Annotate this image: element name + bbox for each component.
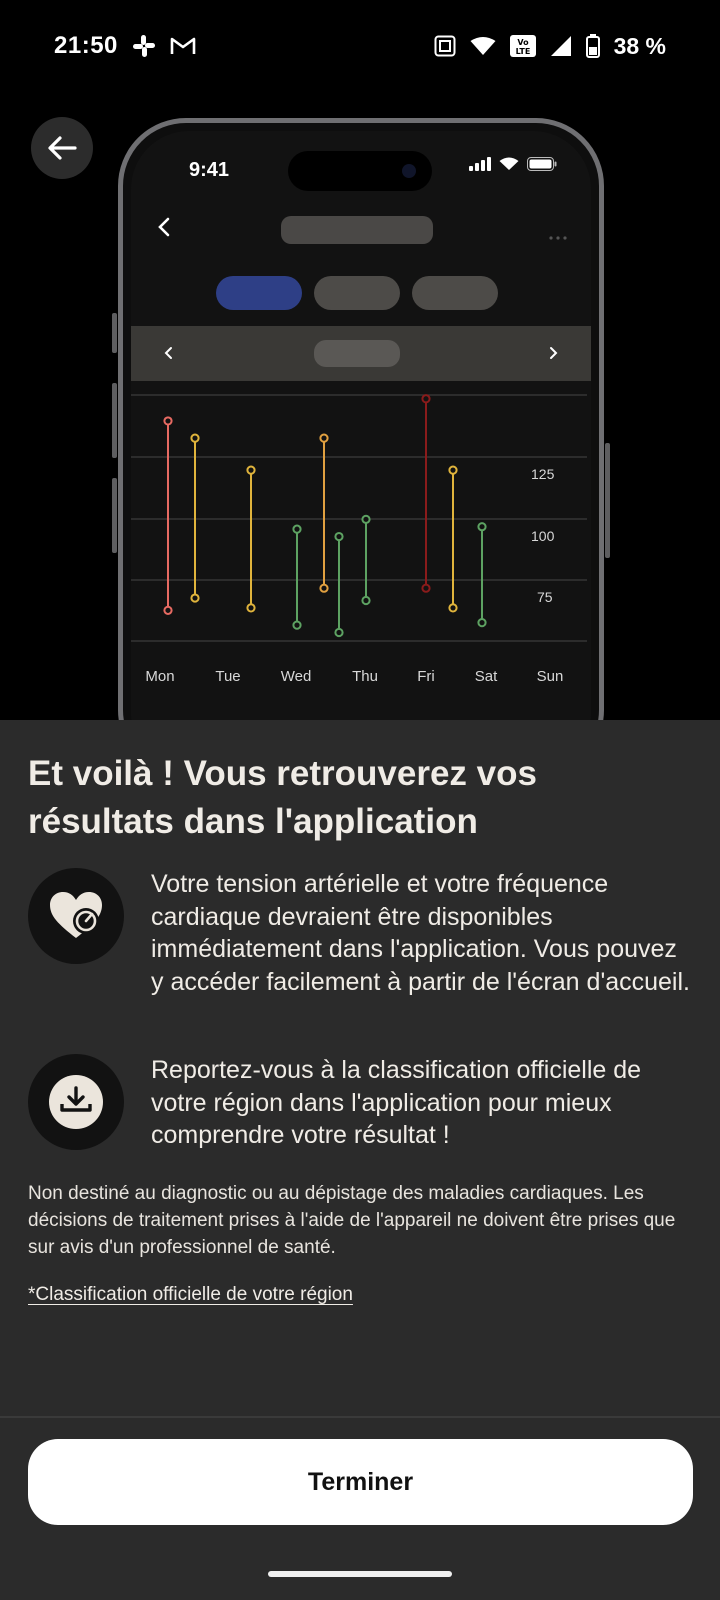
wifi-icon <box>470 36 496 56</box>
phone-side-button <box>112 478 117 553</box>
slack-icon <box>132 34 156 58</box>
day-label: Thu <box>352 668 378 685</box>
day-label: Sat <box>474 668 498 685</box>
phone-screen <box>131 131 591 720</box>
systolic-point <box>191 435 198 442</box>
feature-text: Votre tension artérielle et votre fréquence cardiaque devraient être disponibles immédiatement dans l'application. Vous pouvez y accéder facilement à partir de l'écran d'accueil. <box>151 870 690 996</box>
gmail-icon <box>170 36 196 56</box>
phone-side-button <box>605 443 610 558</box>
download-tray-icon <box>28 1054 124 1150</box>
y-tick-label: 75 <box>537 589 553 605</box>
svg-text:Vo: Vo <box>516 38 529 47</box>
arrow-left-icon <box>47 135 77 161</box>
systolic-point <box>335 533 342 540</box>
hero-illustration <box>0 92 720 720</box>
bp-range-bar <box>362 516 369 604</box>
home-indicator <box>268 1571 452 1577</box>
bp-range-bar <box>320 435 327 592</box>
diastolic-point <box>422 585 429 592</box>
systolic-point <box>320 435 327 442</box>
systolic-point <box>422 395 429 402</box>
bp-range-bar <box>293 526 300 629</box>
status-bar <box>0 0 720 92</box>
page-title: Et voilà ! Vous retrouverez vos résultats dans l'application <box>28 754 537 841</box>
signal-icon <box>550 35 572 57</box>
bp-range-bar <box>335 533 342 636</box>
diastolic-point <box>191 594 198 601</box>
back-button[interactable] <box>31 117 93 179</box>
day-label: Mon <box>145 668 175 685</box>
bp-range-bar <box>449 467 456 612</box>
bp-range-bar <box>247 467 254 612</box>
diastolic-point <box>164 607 171 614</box>
bp-range-bar <box>191 435 198 602</box>
status-time: 21:50 <box>54 32 118 59</box>
day-label: Sun <box>536 668 564 685</box>
diastolic-point <box>247 604 254 611</box>
diastolic-point <box>320 585 327 592</box>
day-label: Tue <box>215 668 241 685</box>
phone-side-button <box>112 383 117 458</box>
bp-range-bar <box>422 395 429 592</box>
volte-icon <box>510 35 536 57</box>
phone-mockup <box>118 118 604 720</box>
phone-side-button <box>112 313 117 353</box>
feature-text: Reportez-vous à la classification officielle de votre région dans l'application pour mieux comprendre votre résultat ! <box>151 1056 642 1149</box>
systolic-point <box>362 516 369 523</box>
diastolic-point <box>362 597 369 604</box>
medical-disclaimer: Non destiné au diagnostic ou au dépistage des maladies cardiaques. Les décisions de traitement prises à l'aide de l'appareil ne doivent être prises que sur avis d'un professionnel de santé. <box>28 1183 676 1258</box>
bp-range-bar <box>164 417 171 614</box>
diastolic-point <box>335 629 342 636</box>
systolic-point <box>478 523 485 530</box>
phone-time: 9:41 <box>189 159 230 181</box>
y-tick-label: 125 <box>531 466 555 482</box>
systolic-point <box>449 467 456 474</box>
battery-percentage: 38 % <box>613 32 666 59</box>
systolic-point <box>293 526 300 533</box>
day-label: Fri <box>417 668 435 685</box>
finish-button[interactable]: Terminer <box>28 1439 693 1525</box>
battery-icon <box>586 34 600 58</box>
svg-text:LTE: LTE <box>515 47 530 56</box>
heart-gauge-icon <box>28 868 124 964</box>
bp-range-bar <box>478 523 485 626</box>
diastolic-point <box>293 622 300 629</box>
official-classification-link[interactable]: *Classification officielle de votre région <box>28 1284 353 1305</box>
y-tick-label: 100 <box>531 528 555 544</box>
nfc-icon <box>434 35 456 57</box>
footer-divider <box>0 1416 720 1418</box>
diastolic-point <box>478 619 485 626</box>
systolic-point <box>164 417 171 424</box>
systolic-point <box>247 467 254 474</box>
day-label: Wed <box>280 668 312 685</box>
diastolic-point <box>449 604 456 611</box>
blood-pressure-chart <box>131 131 587 720</box>
